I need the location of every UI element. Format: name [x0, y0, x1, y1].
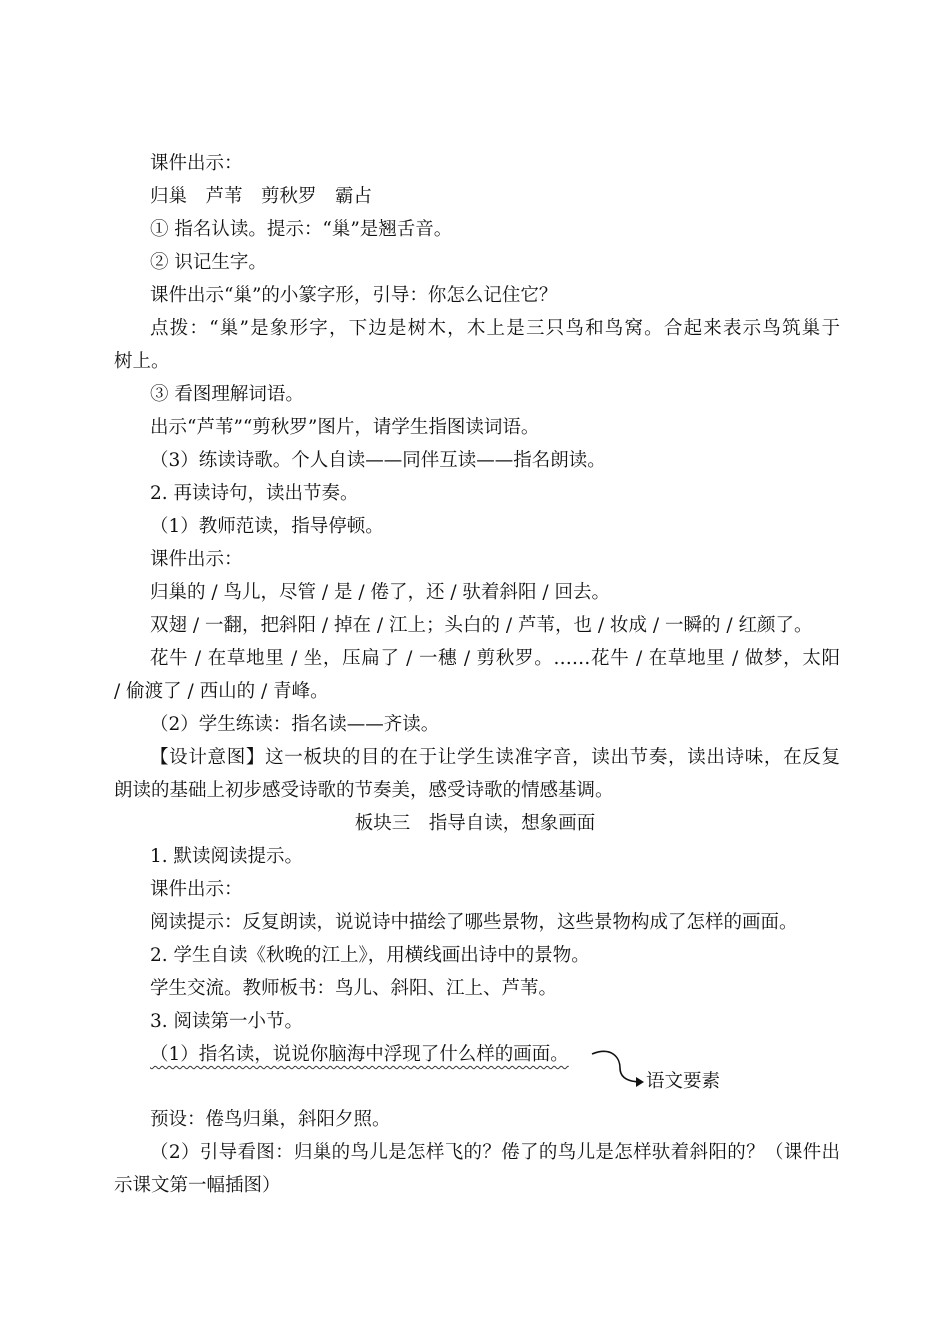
paragraph-line: （3）练读诗歌。个人自读——同伴互读——指名朗读。	[150, 450, 606, 471]
design-intent-line: 朗读的基础上初步感受诗歌的节奏美，感受诗歌的情感基调。	[114, 780, 614, 801]
paragraph-line: ② 识记生字。	[150, 252, 267, 273]
paragraph-line: ③ 看图理解词语。	[150, 384, 304, 405]
paragraph-line: 学生交流。教师板书：鸟儿、斜阳、江上、芦苇。	[150, 978, 558, 999]
paragraph-line	[150, 1043, 569, 1067]
paragraph-line: 课件出示：	[150, 549, 243, 570]
callout-arrow-icon	[590, 1046, 650, 1096]
callout-label: 语文要素	[646, 1071, 721, 1092]
design-intent-line: 【设计意图】这一板块的目的在于让学生读准字音，读出节奏，读出诗味，在反复	[150, 747, 840, 768]
paragraph-line: （2）引导看图：归巢的鸟儿是怎样飞的？倦了的鸟儿是怎样驮着斜阳的？（课件出	[150, 1142, 840, 1163]
paragraph-line: 示课文第一幅插图）	[114, 1175, 281, 1196]
wavy-underlined-text: （1）指名读，说说你脑海中浮现了什么样的画面。	[150, 1044, 569, 1065]
poem-line: 双翅 / 一翻，把斜阳 / 掉在 / 江上；头白的 / 芦苇，也 / 妆成 / 一瞬的 / 红颜了。	[150, 615, 813, 636]
paragraph-line: 树上。	[114, 351, 170, 372]
paragraph-line: 2. 再读诗句，读出节奏。	[150, 483, 359, 504]
paragraph-line: 1. 默读阅读提示。	[150, 846, 304, 867]
paragraph-line: 3. 阅读第一小节。	[150, 1011, 304, 1032]
paragraph-line: 课件出示“巢”的小篆字形，引导：你怎么记住它？	[150, 285, 558, 306]
paragraph-line: 2. 学生自读《秋晚的江上》，用横线画出诗中的景物。	[150, 945, 590, 966]
paragraph-line: （2）学生练读：指名读——齐读。	[150, 714, 440, 735]
paragraph-line: 预设：倦鸟归巢，斜阳夕照。	[150, 1109, 391, 1130]
paragraph-line: ① 指名认读。提示：“巢”是翘舌音。	[150, 219, 453, 240]
paragraph-line: 归巢 芦苇 剪秋罗 霸占	[150, 186, 373, 207]
paragraph-line: 出示“芦苇”“剪秋罗”图片，请学生指图读词语。	[150, 417, 540, 438]
paragraph-line: 课件出示：	[150, 879, 243, 900]
section-heading: 板块三 指导自读，想象画面	[354, 813, 596, 834]
paragraph-line: 课件出示：	[150, 153, 243, 174]
poem-line: / 偷渡了 / 西山的 / 青峰。	[114, 681, 329, 702]
poem-line: 花牛 / 在草地里 / 坐，压扁了 / 一穗 / 剪秋罗。……花牛 / 在草地里 / 做梦，太阳	[150, 648, 840, 669]
poem-line: 归巢的 / 鸟儿，尽管 / 是 / 倦了，还 / 驮着斜阳 / 回去。	[150, 582, 610, 603]
paragraph-line: 阅读提示：反复朗读，说说诗中描绘了哪些景物，这些景物构成了怎样的画面。	[150, 912, 798, 933]
paragraph-line: 点拨：“巢”是象形字，下边是树木，木上是三只鸟和鸟窝。合起来表示鸟筑巢于	[150, 318, 840, 339]
paragraph-line: （1）教师范读，指导停顿。	[150, 516, 384, 537]
